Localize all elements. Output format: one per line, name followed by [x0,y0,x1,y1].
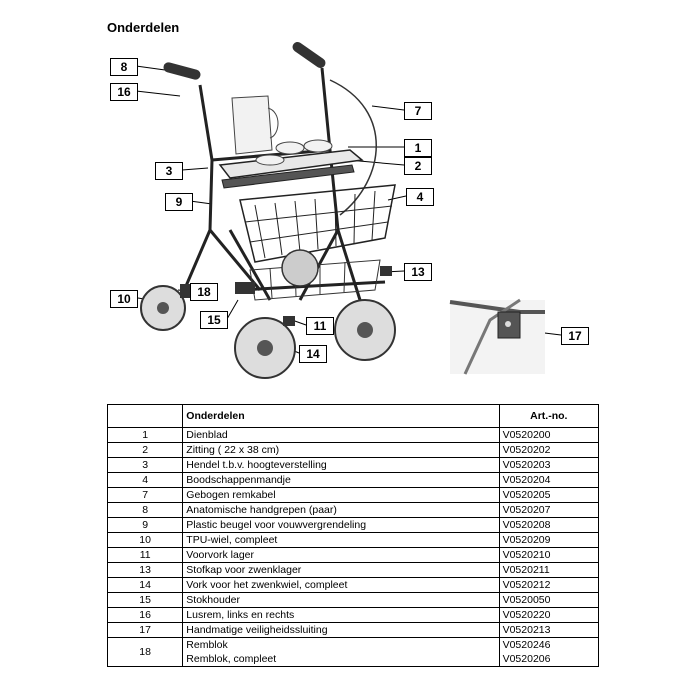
callout-11: 11 [306,317,334,335]
callout-1: 1 [404,139,432,157]
part-name: Vork voor het zwenkwiel, compleet [183,578,499,593]
table-row [108,458,599,473]
callout-18: 18 [190,283,218,301]
part-name-line: Remblok, compleet [186,653,277,665]
wheels [141,250,395,378]
article-number: V0520050 [499,593,598,608]
callout-4: 4 [406,188,434,206]
header-parts: Onderdelen [183,405,499,428]
table-row [108,593,599,608]
part-number: 13 [108,563,183,578]
part-name: Handmatige veiligheidssluiting [183,623,499,638]
part-number: 16 [108,608,183,623]
part-name: Gebogen remkabel [183,488,499,503]
article-number: V0520210 [499,548,598,563]
part-name: Stofkap voor zwenklager [183,563,499,578]
table-row [108,638,599,667]
table-row [108,428,599,443]
part-number: 10 [108,533,183,548]
table-row [108,608,599,623]
header-number [108,405,183,428]
basket [240,185,395,262]
part-number: 9 [108,518,183,533]
table-row [108,488,599,503]
callout-3: 3 [155,162,183,180]
callout-14: 14 [299,345,327,363]
part-name: Hendel t.b.v. hoogteverstelling [183,458,499,473]
page-title: Onderdelen [107,20,180,35]
callout-7: 7 [404,102,432,120]
part-name: Anatomische handgrepen (paar) [183,503,499,518]
article-number: V0520213 [499,623,598,638]
table-row [108,533,599,548]
callout-16: 16 [110,83,138,101]
part-name: Zitting ( 22 x 38 cm) [183,443,499,458]
article-number: V0520204 [499,473,598,488]
part-number: 4 [108,473,183,488]
article-number: V0520208 [499,518,598,533]
part-name-line: Remblok [186,639,228,651]
article-number: V0520207 [499,503,598,518]
article-number: V0520211 [499,563,598,578]
article-number: V0520212 [499,578,598,593]
table-row [108,503,599,518]
parts-table [107,404,599,667]
part-number: 3 [108,458,183,473]
article-number-line: V0520206 [502,653,551,665]
part-name: Plastic beugel voor vouwvergrendeling [183,518,499,533]
part-name: Voorvork lager [183,548,499,563]
callout-9: 9 [165,193,193,211]
part-number: 18 [108,638,183,667]
part-number: 7 [108,488,183,503]
callout-10: 10 [110,290,138,308]
tray-seat [220,150,362,188]
part-name: Lusrem, links en rechts [183,608,499,623]
callout-17: 17 [561,327,589,345]
part-name [183,638,499,667]
callout-8: 8 [110,58,138,76]
table-row [108,548,599,563]
callout-15: 15 [200,311,228,329]
part-number: 14 [108,578,183,593]
article-number: V0520205 [499,488,598,503]
table-row [108,473,599,488]
header-article-number: Art.-no. [499,405,598,428]
part-name: Dienblad [183,428,499,443]
table-row [108,623,599,638]
part-name: Stokhouder [183,593,499,608]
hand-grips [162,40,327,81]
part-number: 8 [108,503,183,518]
callout-13: 13 [404,263,432,281]
table-row [108,563,599,578]
article-number-line: V0520246 [502,639,551,651]
part-number: 1 [108,428,183,443]
article-number: V0520209 [499,533,598,548]
table-body [108,428,599,667]
table-row [108,518,599,533]
part-number: 17 [108,623,183,638]
article-number: V0520220 [499,608,598,623]
detail-inset-17 [450,300,545,374]
article-number [499,638,598,667]
part-number: 11 [108,548,183,563]
article-number: V0520203 [499,458,598,473]
table-row [108,578,599,593]
part-name: TPU-wiel, compleet [183,533,499,548]
part-number: 15 [108,593,183,608]
article-number: V0520202 [499,443,598,458]
callout-2: 2 [404,157,432,175]
table-header-row [108,405,599,428]
part-name: Boodschappenmandje [183,473,499,488]
part-number: 2 [108,443,183,458]
article-number: V0520200 [499,428,598,443]
table-row [108,443,599,458]
